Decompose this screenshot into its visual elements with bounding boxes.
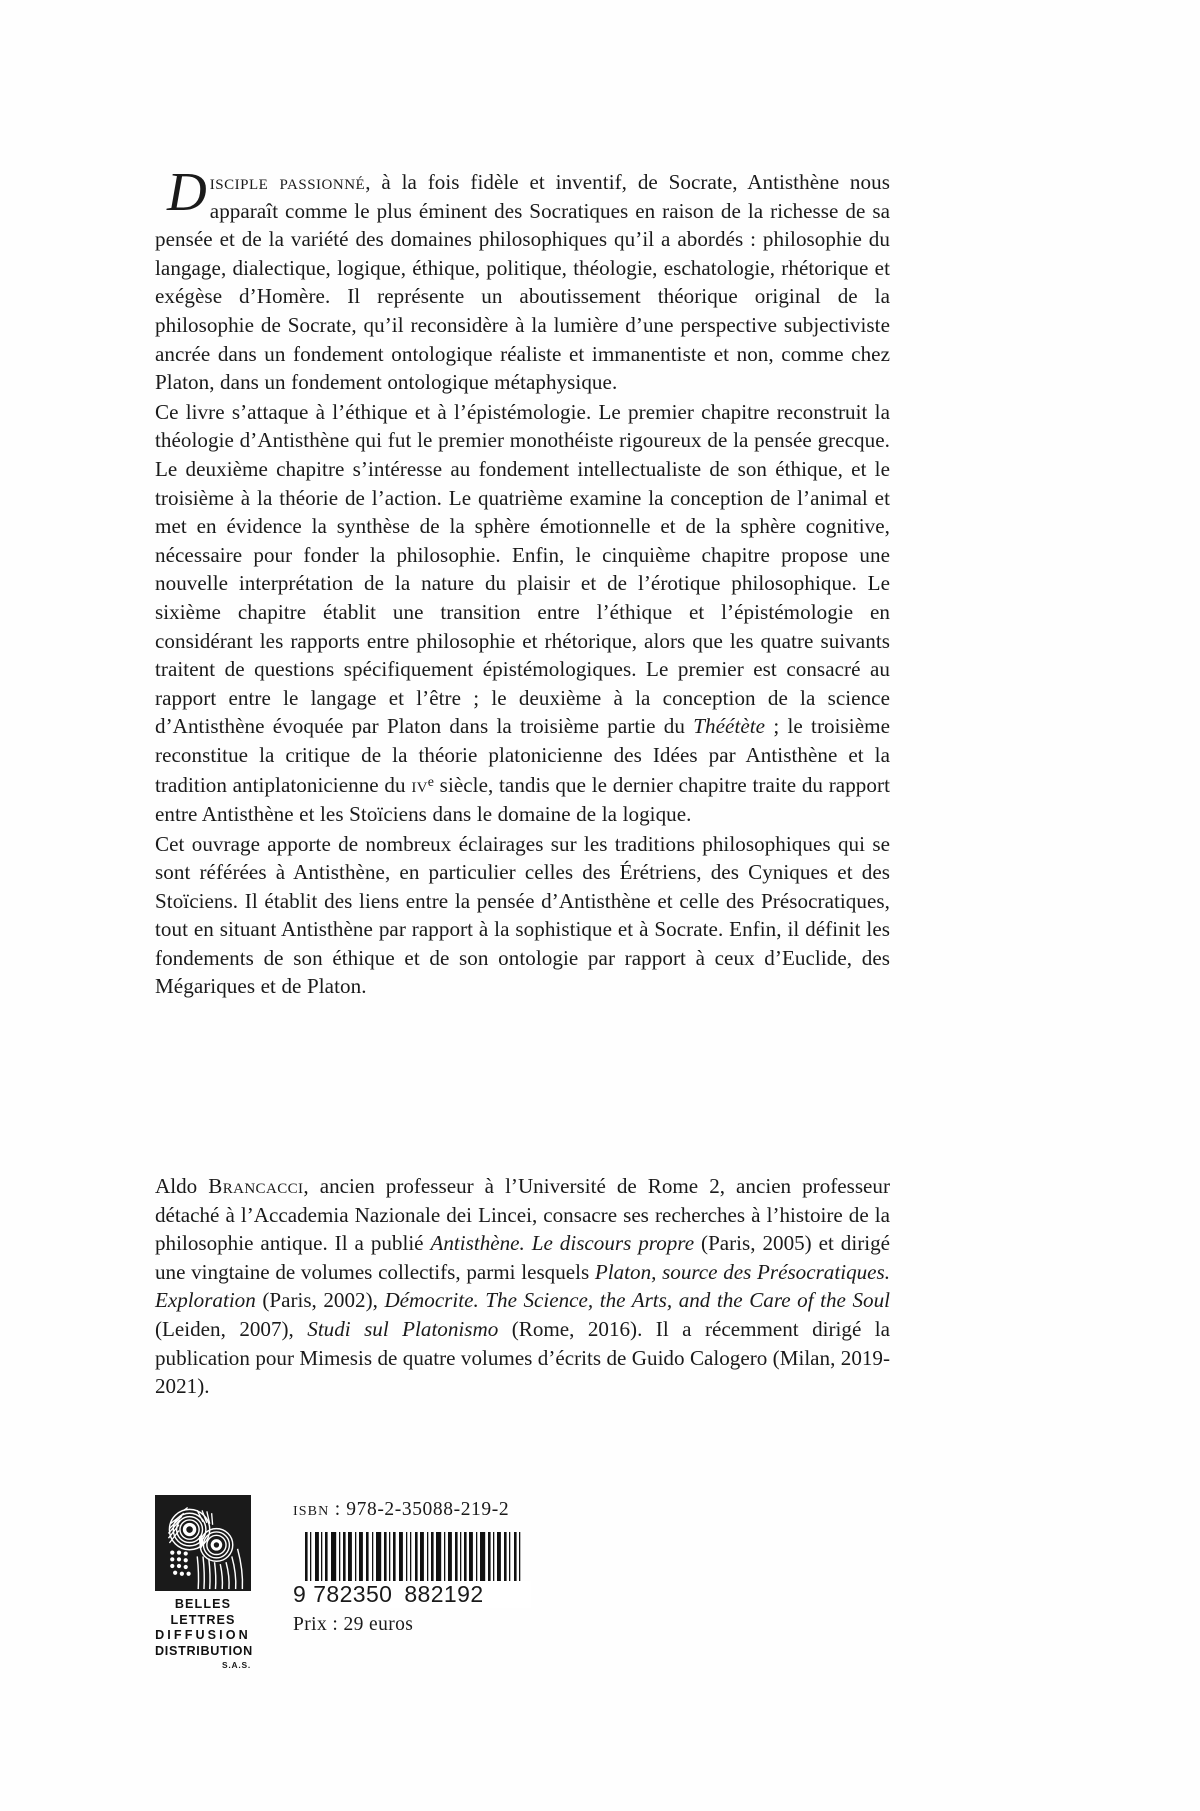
- century-roman-numeral: iv: [411, 773, 428, 798]
- isbn-separator: :: [329, 1499, 347, 1520]
- barcode-digits-left-group: 782350: [313, 1581, 393, 1607]
- isbn-barcode-block: [293, 1495, 531, 1636]
- author-bio-text-b: (Paris, 2005) et dirigé une vingtaine de volumes collectifs, parmi lesquels: [155, 1231, 890, 1284]
- publisher-name-line-3: DISTRIBUTION: [155, 1643, 253, 1658]
- author-bio-block: [155, 1172, 890, 1401]
- author-bio-paragraph: [155, 1172, 890, 1401]
- blurb-paragraph-3: Cet ouvrage apporte de nombreux éclairages sur les traditions philosophiques qui se sont référées à Antisthène, en particulier celles des Érétriens, des Cyniques et des Stoïciens. Il établit des liens entre la pensée d’Antisthène et celle des Présocratiques, tout en situant Antisthène par rapport à la sophistique et à Socrate. Enfin, il définit les fondements de son éthique et de son ontologie par rapport à ceux d’Euclide, des Mégariques et de Platon.: [155, 831, 890, 999]
- owl-logo-icon: [155, 1495, 251, 1591]
- price-line: Prix : 29 euros: [293, 1614, 414, 1635]
- work-title-democrite: Démocrite. The Science, the Arts, and the Care of the Soul: [384, 1288, 890, 1313]
- author-bio-text-c: (Paris, 2002),: [255, 1288, 385, 1313]
- opening-small-caps: isciple passionné: [209, 170, 366, 194]
- work-title-theetete: Théétète: [693, 714, 766, 739]
- barcode-digit-prefix: 9: [293, 1581, 307, 1607]
- barcode-digits: [293, 1581, 531, 1608]
- blurb-block: [155, 161, 890, 1001]
- isbn-line: [293, 1499, 531, 1521]
- author-firstname: Aldo: [155, 1174, 209, 1198]
- work-title-platon-source: Platon, source des Présocratiques. Exploration: [155, 1259, 891, 1313]
- work-title-antisthene: Antisthène. Le discours propre: [430, 1231, 695, 1256]
- publisher-name-line-2: DIFFUSION: [155, 1628, 251, 1642]
- publisher-block: [155, 1495, 263, 1670]
- author-bio-text-d: (Leiden, 2007),: [155, 1316, 308, 1341]
- publisher-legal-form: S.A.S.: [221, 1660, 251, 1670]
- barcode-wrap: [293, 1532, 531, 1608]
- century-ordinal-suffix: e: [427, 775, 434, 791]
- author-lastname: Brancacci: [208, 1174, 304, 1198]
- blurb-paragraph-2-text-c: siècle, tandis que le dernier chapitre traite du rapport entre Antisthène et les Stoïciens dans le domaine de la logique.: [155, 773, 890, 826]
- isbn-label: isbn: [293, 1499, 330, 1520]
- work-title-studi-sul-platonismo: Studi sul Platonismo: [307, 1316, 499, 1341]
- author-bio-text-a: , ancien professeur à l’Université de Rome 2, ancien professeur détaché à l’Accademia Nazionale dei Lincei, consacre ses recherches à l’histoire de la philosophie antique. Il a publié: [155, 1174, 890, 1256]
- isbn-value: 978-2-35088-219-2: [346, 1499, 510, 1520]
- blurb-paragraph-2: [155, 398, 890, 829]
- blurb-paragraph-1-text: , à la fois fidèle et inventif, de Socrate, Antisthène nous apparaît comme le plus éminent des Socratiques en raison de la richesse de sa pensée et de la variété des domaines philosophiques qu’il a abordés : philosophie du langage, dialectique, logique, éthique, politique, théologie, eschatologie, rhétorique et exégèse d’Homère. Il représente un aboutissement théorique original de la philosophie de Socrate, qu’il reconsidère à la lumière d’une perspective subjectiviste ancrée dans un fondement ontologique réaliste et immanentiste et non, comme chez Platon, dans un fondement ontologique métaphysique.: [155, 170, 890, 395]
- blurb-paragraph-2-text-a: Ce livre s’attaque à l’éthique et à l’épistémologie. Le premier chapitre reconstruit la théologie d’Antisthène qui fut le premier monothéiste rigoureux de la pensée grecque. Le deuxième chapitre s’intéresse au fondement intellectualiste de son éthique, et le troisième à la théorie de l’action. Le quatrième examine la conception de l’animal et met en évidence la synthèse de la sphère émotionnelle et de la sphère cognitive, nécessaire pour fonder la philosophie. Enfin, le cinquième chapitre propose une nouvelle interprétation de la nature du plaisir et de l’érotique philosophique. Le sixième chapitre établit une transition entre l’éthique et l’épistémologie en considérant les rapports entre philosophie et rhétorique, alors que les quatre suivants traitent de questions spécifiquement épistémologiques. Le premier est consacré au rapport entre le langage et l’être ; le deuxième à la conception de la science d’Antisthène évoquée par Platon dans la troisième partie du: [155, 399, 890, 739]
- publisher-name-line-1: BELLES LETTRES: [170, 1597, 236, 1627]
- blurb-paragraph-2-text-b: ; le troisième reconstitue la critique de la théorie platonicienne des Idées par Antisthène et la tradition antiplatonicienne du: [155, 714, 890, 798]
- barcode-digits-right-group: 882192: [404, 1581, 484, 1607]
- author-bio-text-e: (Rome, 2016). Il a récemment dirigé la publication pour Mimesis de quatre volumes d’écrits de Guido Calogero (Milan, 2019-2021).: [155, 1316, 890, 1399]
- drop-cap-letter: D: [167, 161, 207, 222]
- blurb-paragraph-1: [155, 161, 890, 397]
- cover-footer: [155, 1495, 890, 1670]
- publisher-name: [155, 1597, 251, 1659]
